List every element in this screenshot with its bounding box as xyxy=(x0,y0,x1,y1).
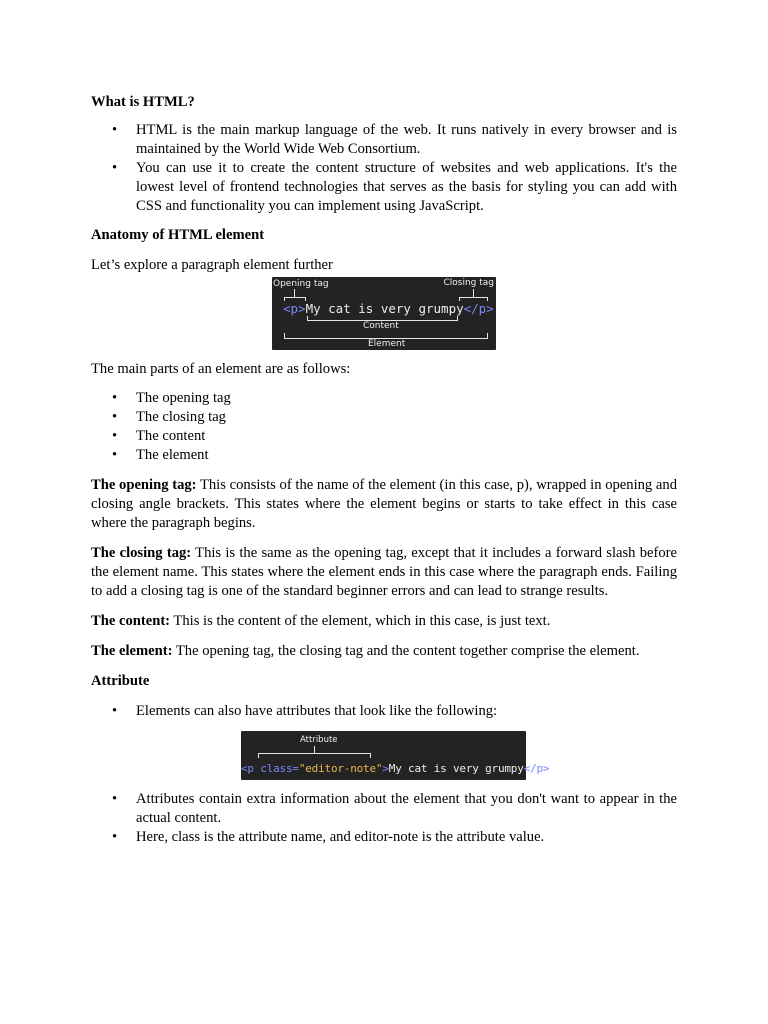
opening-tag-bracket xyxy=(294,289,295,297)
parts-intro: The main parts of an element are as follows: xyxy=(91,361,351,377)
closing-tag-bracket xyxy=(473,289,474,297)
closing-tag-label: Closing tag xyxy=(443,278,494,288)
bullet-icon: • xyxy=(112,409,118,425)
heading-what-is-html: What is HTML? xyxy=(91,94,195,110)
list-item: • HTML is the main markup language of the web. It runs natively in every browser and is maintained by the World Wide Web Consortium. xyxy=(112,122,677,157)
attribute-label: Attribute xyxy=(300,735,338,745)
attribute-figure xyxy=(241,731,550,780)
list-item: • The opening tag xyxy=(112,390,231,406)
definition-opening-tag: The opening tag: This consists of the name of the element (in this case, p), wrapped in opening and closing angle brackets. This states where the element begins or starts to take effect in this case where the paragraph begins. xyxy=(91,477,677,531)
heading-attribute: Attribute xyxy=(91,673,150,689)
attribute-bracket xyxy=(314,746,315,753)
list-item: • Here, class is the attribute name, and editor-note is the attribute value. xyxy=(112,829,545,845)
bullet-icon: • xyxy=(112,390,118,406)
what-is-html-list xyxy=(91,121,677,216)
list-item: • Attributes contain extra information about the element that you don't want to appear in the actual content. xyxy=(112,791,677,826)
list-item: • You can use it to create the content structure of websites and web applications. It's the lowest level of frontend technologies that serves as the basis for styling you can add with CSS and functionality you can implement using JavaScript. xyxy=(112,160,677,214)
list-item: • Elements can also have attributes that look like the following: xyxy=(112,703,498,719)
attribute-code: <p class="editor-note">My cat is very grumpy</p> xyxy=(241,762,550,775)
document-content xyxy=(91,93,677,847)
bullet-icon: • xyxy=(112,160,118,176)
bullet-icon: • xyxy=(112,703,118,719)
paragraph-code: <p>My cat is very grumpy</p> xyxy=(283,301,494,316)
content-label: Content xyxy=(363,321,399,331)
bullet-icon: • xyxy=(112,447,118,463)
list-item: • The element xyxy=(112,447,209,463)
definition-content: The content: This is the content of the element, which in this case, is just text. xyxy=(91,613,551,629)
bullet-icon: • xyxy=(112,122,118,138)
bullet-icon: • xyxy=(112,829,118,845)
heading-anatomy: Anatomy of HTML element xyxy=(91,227,265,243)
definition-element: The element: The opening tag, the closing tag and the content together comprise the element. xyxy=(91,643,640,659)
list-item: • The closing tag xyxy=(112,409,226,425)
attribute-list xyxy=(91,702,677,721)
paragraph-element-figure xyxy=(272,277,496,350)
bullet-icon: • xyxy=(112,791,118,807)
element-label: Element xyxy=(368,339,406,349)
element-parts-list xyxy=(91,389,677,465)
definition-closing-tag: The closing tag: This is the same as the opening tag, except that it includes a forward slash before the element name. This states where the element ends in this case where the paragraph ends. Failing to add a closing tag is one of the standard beginner errors and can lead to strange results. xyxy=(91,545,677,599)
opening-tag-label: Opening tag xyxy=(273,279,329,289)
anatomy-intro: Let’s explore a paragraph element further xyxy=(91,257,333,273)
bullet-icon: • xyxy=(112,428,118,444)
attribute-details-list xyxy=(91,790,677,847)
list-item: • The content xyxy=(112,428,206,444)
